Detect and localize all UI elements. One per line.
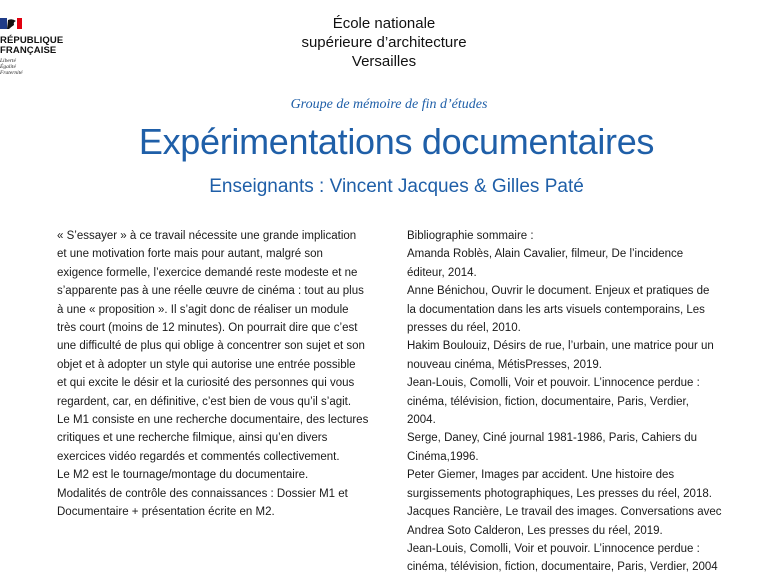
teachers-line: Enseignants : Vincent Jacques & Gilles Paté xyxy=(209,176,584,197)
bibliography-line: la documentation dans les arts visuels contemporains, Les xyxy=(407,303,705,316)
description-line: « S’essayer » à ce travail nécessite une grande implication xyxy=(57,230,357,242)
description-line: Documentaire + présentation écrite en M2. xyxy=(57,506,275,519)
description-line: Le M2 est le tournage/montage du documentaire. xyxy=(57,469,309,482)
description-line: exigence formelle, l’exercice demandé reste modeste et ne xyxy=(57,266,358,279)
group-subtitle: Groupe de mémoire de fin d’études xyxy=(290,97,488,112)
bibliography-column xyxy=(407,227,742,577)
description-line: objet et à adopter un style qui autorise une entrée possible xyxy=(57,358,356,371)
bibliography-line: Anne Bénichou, Ouvrir le document. Enjeux et pratiques de xyxy=(407,285,710,298)
school-name-line: École nationale xyxy=(332,15,436,32)
bibliography-line: surgissements photographiques, Les presses du réel, 2018. xyxy=(407,487,712,500)
bibliography-line: Bibliographie sommaire : xyxy=(407,230,534,242)
description-line: exercices vidéo regardés et commentés collectivement. xyxy=(57,450,340,463)
description-column xyxy=(57,227,392,522)
description-line: Le M1 consiste en une recherche documentaire, des lectures xyxy=(57,414,369,427)
school-name-line: Versailles xyxy=(351,53,417,70)
bibliography-line: cinéma, télévision, fiction, documentaire, Paris, Verdier, 2004 xyxy=(407,561,718,574)
bibliography-line: Peter Giemer, Images par accident. Une histoire des xyxy=(407,469,675,482)
description-line: critiques et une recherche filmique, ainsi qu’en divers xyxy=(57,432,328,445)
bibliography-line: cinéma, télévision, fiction, documentaire, Paris, Verdier, xyxy=(407,395,689,408)
bibliography-line: Cinéma,1996. xyxy=(407,450,479,463)
bibliography-line: nouveau cinéma, MétisPresses, 2019. xyxy=(407,358,602,371)
school-name xyxy=(0,14,768,71)
description-line: et une motivation forte mais pour autant, malgré son xyxy=(57,248,323,261)
bibliography-line: Jacques Rancière, Le travail des images. Conversations avec xyxy=(407,506,722,519)
description-line: très court (moins de 12 minutes). On pourrait dire que c’est xyxy=(57,322,358,335)
bibliography-line: Jean-Louis, Comolli, Voir et pouvoir. L’innocence perdue : xyxy=(407,377,700,390)
description-line: s’apparente pas à une réelle œuvre de cinéma : tout au plus xyxy=(57,285,364,298)
bibliography-line: 2004. xyxy=(407,414,436,427)
description-line: une difficulté de plus qui oblige à concentrer son sujet et son xyxy=(57,340,365,353)
description-line: et qui excite le désir et la curiosité des personnes qui vous xyxy=(57,377,355,390)
bibliography-line: Amanda Roblès, Alain Cavalier, filmeur, De l’incidence xyxy=(407,248,684,261)
description-line: à une « proposition ». Il s’agit donc de réaliser un module xyxy=(57,303,349,316)
bibliography-line: éditeur, 2014. xyxy=(407,266,477,279)
bibliography-line: Jean-Louis, Comolli, Voir et pouvoir. L’innocence perdue : xyxy=(407,542,700,555)
description-line: Modalités de contrôle des connaissances : Dossier M1 et xyxy=(57,487,348,500)
bibliography-line: presses du réel, 2010. xyxy=(407,322,521,335)
republique-francaise-text: RÉPUBLIQUE FRANÇAISE xyxy=(0,35,64,56)
bibliography-line: Andrea Soto Calderon, Les presses du réel, 2019. xyxy=(407,524,663,537)
bibliography-line: Hakim Boulouiz, Désirs de rue, l’urbain, une matrice pour un xyxy=(407,340,714,353)
school-name-line: supérieure d’architecture xyxy=(301,34,467,51)
description-line: regardent, car, en définitive, c’est bien de vous qu’il s’agit. xyxy=(57,395,352,408)
page-title: Expérimentations documentaires xyxy=(138,121,655,162)
republic-motto: Liberté Égalité Fraternité xyxy=(0,58,23,76)
bibliography-line: Serge, Daney, Ciné journal 1981-1986, Paris, Cahiers du xyxy=(407,432,698,445)
